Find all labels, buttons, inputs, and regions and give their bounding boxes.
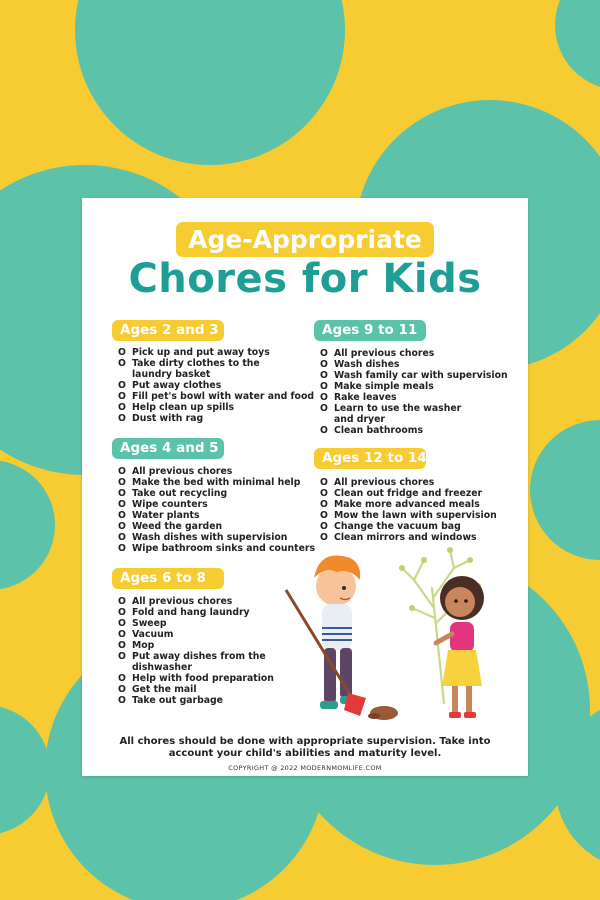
circle-bullet-icon: O (118, 629, 126, 640)
list-item: O Help with food preparation (118, 673, 274, 684)
boy-figure (314, 555, 360, 709)
section-label-ages-2-3: Ages 2 and 3 (112, 320, 224, 341)
circle-bullet-icon: O (118, 391, 126, 402)
list-item: O Make more advanced meals (320, 499, 480, 510)
circle-bullet-icon: O (118, 488, 126, 499)
list-item: O Take dirty clothes to the (118, 358, 260, 369)
list-item: O Mow the lawn with supervision (320, 510, 497, 521)
teal-dot (555, 0, 600, 90)
circle-bullet-icon: O (320, 477, 328, 488)
list-item: O Take out garbage (118, 695, 223, 706)
circle-bullet-icon: O (118, 640, 126, 651)
chore-chart-sheet (82, 198, 528, 776)
chore-list-ages-6-8 (118, 596, 274, 706)
header-badge: Age-Appropriate (176, 222, 434, 257)
teal-dot (75, 0, 345, 165)
list-item: O Wipe counters (118, 499, 208, 510)
chore-list-ages-2-3 (118, 347, 314, 424)
list-item: O Vacuum (118, 629, 174, 640)
teal-dot (0, 460, 55, 590)
list-item: O All previous chores (320, 348, 435, 359)
list-item: O Pick up and put away toys (118, 347, 270, 358)
list-item: O Make simple meals (320, 381, 434, 392)
teal-dot (0, 705, 50, 835)
list-item: O All previous chores (118, 596, 233, 607)
circle-bullet-icon: O (320, 392, 328, 403)
circle-bullet-icon: O (320, 403, 328, 414)
circle-bullet-icon: O (118, 499, 126, 510)
circle-bullet-icon: O (118, 532, 126, 543)
circle-bullet-icon: O (118, 596, 126, 607)
list-item: dishwasher (132, 662, 192, 673)
list-item: O All previous chores (118, 466, 233, 477)
kids-gardening-illustration (274, 538, 518, 728)
circle-bullet-icon: O (320, 499, 328, 510)
circle-bullet-icon: O (118, 618, 126, 629)
circle-bullet-icon: O (118, 380, 126, 391)
copyright-notice: COPYRIGHT @ 2022 MODERNMOMLIFE.COM (228, 764, 382, 772)
circle-bullet-icon: O (118, 466, 126, 477)
list-item: O Get the mail (118, 684, 197, 695)
list-item: O Clean bathrooms (320, 425, 424, 436)
circle-bullet-icon: O (320, 521, 328, 532)
chore-list-ages-9-11 (320, 348, 508, 436)
list-item: O Fill pet's bowl with water and food (118, 391, 314, 402)
list-item: O Make the bed with minimal help (118, 477, 301, 488)
circle-bullet-icon: O (118, 543, 126, 554)
circle-bullet-icon: O (320, 381, 328, 392)
supervision-note: All chores should be done with appropriate supervision. Take into account your child's abilities and maturity level. (119, 736, 491, 759)
list-item: O Wash dishes with supervision (118, 532, 288, 543)
list-item: O Rake leaves (320, 392, 397, 403)
circle-bullet-icon: O (118, 673, 126, 684)
list-item: O Take out recycling (118, 488, 228, 499)
list-item: O Fold and hang laundry (118, 607, 250, 618)
list-item: O Weed the garden (118, 521, 223, 532)
circle-bullet-icon: O (118, 477, 126, 488)
circle-bullet-icon: O (320, 532, 328, 543)
circle-bullet-icon: O (118, 684, 126, 695)
page-title: Chores for Kids (128, 256, 482, 302)
chore-list-ages-12-14 (320, 477, 497, 543)
list-item: and dryer (334, 414, 385, 425)
list-item: laundry basket (132, 369, 211, 380)
circle-bullet-icon: O (320, 425, 328, 436)
circle-bullet-icon: O (320, 488, 328, 499)
section-label-ages-12-14: Ages 12 to 14 (314, 448, 426, 469)
list-item: O Wash dishes (320, 359, 400, 370)
list-item: O Mop (118, 640, 155, 651)
list-item: O Put away clothes (118, 380, 222, 391)
circle-bullet-icon: O (118, 695, 126, 706)
circle-bullet-icon: O (118, 358, 126, 369)
list-item: O Put away dishes from the (118, 651, 266, 662)
list-item: O All previous chores (320, 477, 435, 488)
circle-bullet-icon: O (320, 348, 328, 359)
circle-bullet-icon: O (118, 413, 126, 424)
circle-bullet-icon: O (118, 510, 126, 521)
circle-bullet-icon: O (320, 370, 328, 381)
circle-bullet-icon: O (118, 402, 126, 413)
list-item: O Wash family car with supervision (320, 370, 508, 381)
list-item: O Dust with rag (118, 413, 204, 424)
section-label-ages-4-5: Ages 4 and 5 (112, 438, 224, 459)
circle-bullet-icon: O (320, 510, 328, 521)
list-item: O Clean out fridge and freezer (320, 488, 483, 499)
list-item: O Change the vacuum bag (320, 521, 461, 532)
list-item: O Learn to use the washer (320, 403, 462, 414)
section-label-ages-9-11: Ages 9 to 11 (314, 320, 426, 341)
list-item: O Water plants (118, 510, 200, 521)
list-item: O Clean mirrors and windows (320, 532, 477, 543)
list-item: O Help clean up spills (118, 402, 235, 413)
teal-dot (530, 420, 600, 560)
circle-bullet-icon: O (118, 651, 126, 662)
section-label-ages-6-8: Ages 6 to 8 (112, 568, 224, 589)
circle-bullet-icon: O (118, 347, 126, 358)
list-item: O Sweep (118, 618, 167, 629)
circle-bullet-icon: O (320, 359, 328, 370)
list-item: O Wipe bathroom sinks and counters (118, 543, 315, 554)
circle-bullet-icon: O (118, 521, 126, 532)
circle-bullet-icon: O (118, 607, 126, 618)
